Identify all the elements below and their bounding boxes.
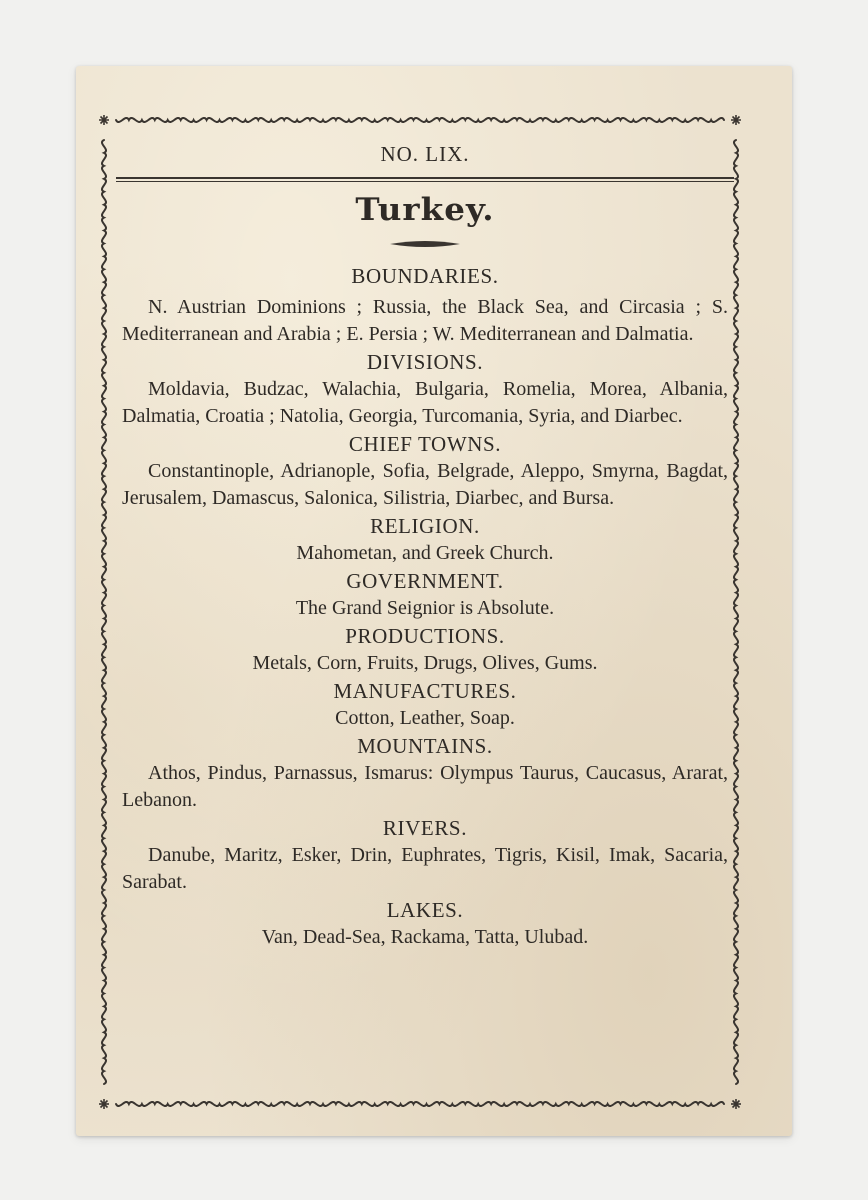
section-heading: RIVERS. xyxy=(382,816,468,840)
section-heading: DIVISIONS. xyxy=(366,350,484,374)
section-text: Van, Dead-Sea, Rackama, Tatta, Ulubad. xyxy=(261,926,589,948)
section-productions xyxy=(122,622,728,677)
section-mountains xyxy=(122,732,728,814)
card-title: Turkey. xyxy=(355,192,495,228)
section-heading: GOVERNMENT. xyxy=(346,569,504,593)
section-text: Mahometan, and Greek Church. xyxy=(296,542,554,564)
corner-rosette-icon xyxy=(731,115,741,125)
corner-rosette-icon xyxy=(99,1099,109,1109)
border-wave xyxy=(116,1102,724,1106)
section-text: Athos, Pindus, Parnassus, Ismarus: Olympus Taurus, Caucasus, Ararat, Lebanon. xyxy=(122,762,728,811)
section-text: Metals, Corn, Fruits, Drugs, Olives, Gums. xyxy=(252,652,598,674)
section-text: The Grand Seignior is Absolute. xyxy=(295,597,555,619)
section-heading: MANUFACTURES. xyxy=(333,679,517,703)
section-heading: CHIEF TOWNS. xyxy=(348,432,502,456)
double-rule-divider xyxy=(116,177,734,182)
section-heading: MOUNTAINS. xyxy=(357,734,493,758)
border-wave xyxy=(102,140,106,1084)
section-heading: RELIGION. xyxy=(370,514,480,538)
section-government xyxy=(122,567,728,622)
section-heading: LAKES. xyxy=(386,898,464,922)
section-rivers xyxy=(122,814,728,896)
border-wave xyxy=(116,118,724,122)
section-lakes xyxy=(122,896,728,951)
section-manufactures xyxy=(122,677,728,732)
section-religion xyxy=(122,512,728,567)
section-heading: BOUNDARIES. xyxy=(351,264,499,288)
section-chief-towns xyxy=(122,430,728,512)
section-text: Constantinople, Adrianople, Sofia, Belgrade, Aleppo, Smyrna, Bagdat, Jerusalem, Damascus, Salonica, Silistria, Diarbec, and Bursa. xyxy=(122,460,728,509)
section-heading: PRODUCTIONS. xyxy=(345,624,505,648)
card-number: NO. LIX. xyxy=(380,142,470,166)
section-text: Danube, Maritz, Esker, Drin, Euphrates, Tigris, Kisil, Imak, Sacaria, Sarabat. xyxy=(122,844,728,893)
title-ornament xyxy=(122,236,728,252)
section-divisions xyxy=(122,348,728,430)
section-boundaries xyxy=(122,262,728,348)
geography-card xyxy=(76,66,792,1136)
border-wave xyxy=(734,140,738,1084)
section-text: Cotton, Leather, Soap. xyxy=(335,707,515,729)
section-text: N. Austrian Dominions ; Russia, the Black Sea, and Circasia ; S. Mediterranean and Arabia ; E. Persia ; W. Mediterranean and Dalmatia. xyxy=(122,296,728,345)
card-content xyxy=(122,142,728,951)
corner-rosette-icon xyxy=(731,1099,741,1109)
section-text: Moldavia, Budzac, Walachia, Bulgaria, Romelia, Morea, Albania, Dalmatia, Croatia ; Natolia, Georgia, Turcomania, Syria, and Diarbec. xyxy=(122,378,728,427)
corner-rosette-icon xyxy=(99,115,109,125)
